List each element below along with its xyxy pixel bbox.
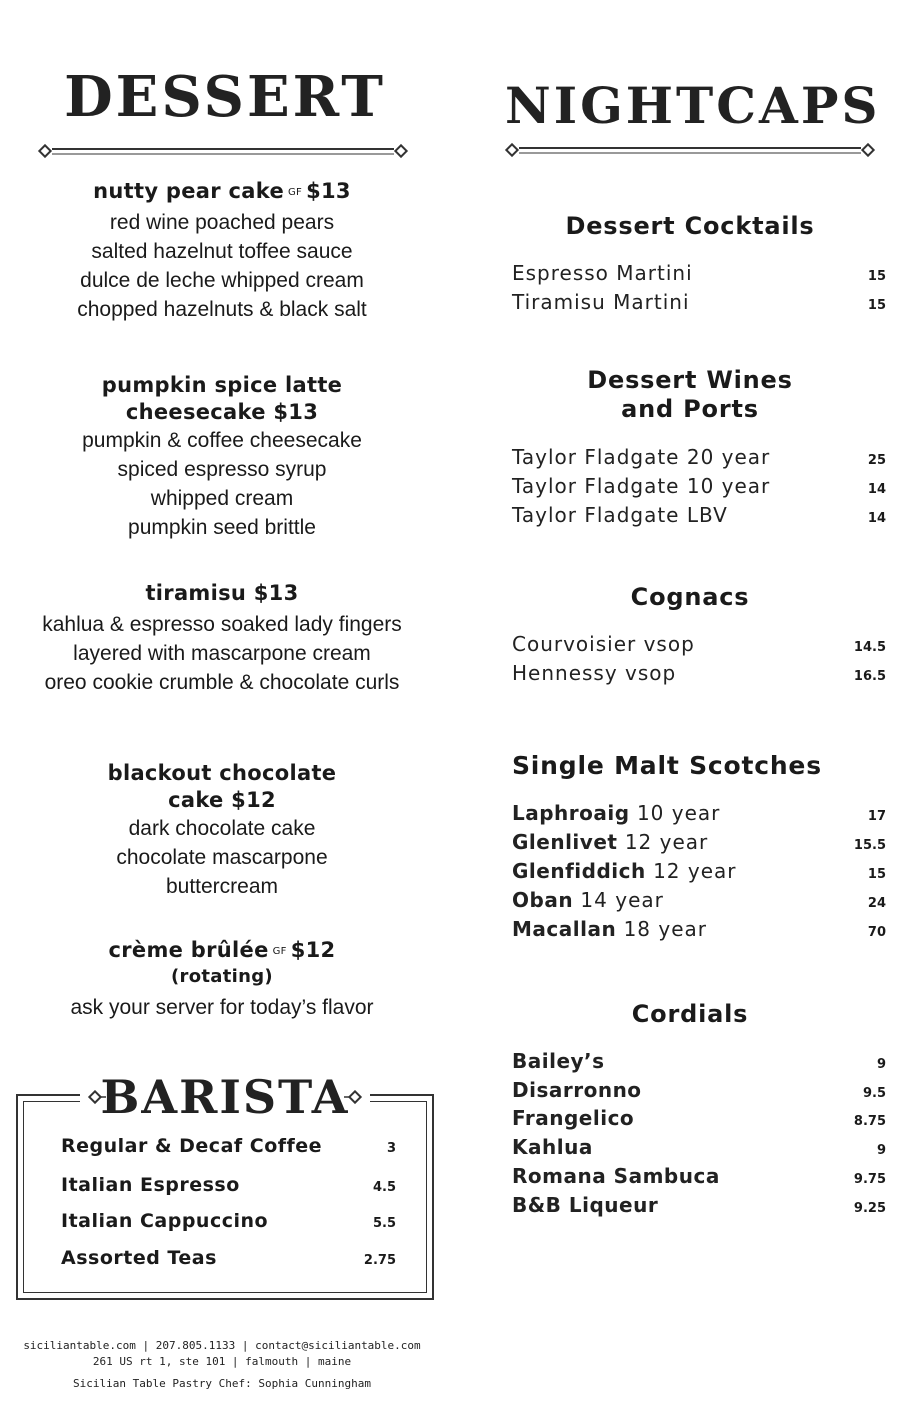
nightcap-item-name	[512, 1078, 642, 1102]
barista-item-name: Italian Espresso	[61, 1174, 240, 1196]
barista-item-price: 4.5	[372, 1180, 396, 1195]
barista-item	[61, 1210, 396, 1232]
section-heading-single-malt-scotches: Single Malt Scotches	[512, 751, 822, 780]
nightcap-item	[512, 917, 886, 941]
nightcap-item-price: 9.25	[853, 1201, 886, 1216]
dish-name-text: crème brûlée	[108, 938, 269, 962]
barista-item-name: Assorted Teas	[61, 1247, 217, 1269]
dish-description-line: ask your server for today’s flavor	[70, 995, 374, 1019]
nightcap-item	[512, 261, 886, 285]
section-heading-cognacs: Cognacs	[630, 583, 750, 611]
nightcap-item-price: 16.5	[853, 669, 886, 684]
nightcap-item	[512, 632, 886, 656]
scotch-brand: Laphroaig	[512, 801, 630, 825]
barista-left-diamond-icon	[86, 1090, 106, 1106]
nightcap-item-name: Tiramisu Martini	[512, 290, 690, 314]
nightcap-item-price: 9	[876, 1143, 886, 1158]
dish-description-line: pumpkin & coffee cheesecake	[82, 429, 362, 452]
barista-item-price: 2.75	[363, 1253, 396, 1268]
nightcap-item-price: 14.5	[853, 640, 886, 655]
dish-description-line: chopped hazelnuts & black salt	[77, 297, 367, 321]
dish-description-line: spiced espresso syrup	[117, 458, 327, 481]
nightcap-item-name: Taylor Fladgate LBV	[512, 503, 728, 527]
dish-description-line: red wine poached pears	[109, 210, 335, 234]
gluten-free-badge: GF	[288, 186, 303, 198]
nightcap-item-price: 8.75	[853, 1114, 886, 1129]
dish-description-line: buttercream	[165, 875, 279, 898]
cordial-name: Disarronno	[512, 1078, 642, 1102]
dish-description-line: pumpkin seed brittle	[128, 516, 316, 539]
dessert-item-blackout-chocolate-cake	[20, 760, 424, 901]
barista-title: BARISTA	[100, 1070, 350, 1124]
barista-item-price: 3	[386, 1141, 396, 1156]
nightcap-item-name	[512, 830, 708, 854]
scotch-brand: Glenlivet	[512, 830, 618, 854]
nightcap-item	[512, 830, 886, 854]
dish-description-line: oreo cookie crumble & chocolate curls	[44, 671, 400, 694]
dish-description-line: dark chocolate cake	[128, 817, 316, 840]
dish-name: tiramisu $13	[145, 581, 299, 605]
nightcap-item-name	[512, 801, 720, 825]
nightcap-item	[512, 1135, 886, 1159]
nightcap-item-price: 25	[867, 453, 886, 468]
nightcap-item-price: 14	[867, 511, 886, 526]
dessert-item-tiramisu	[20, 580, 424, 697]
section-heading-dessert-wines: Dessert Wines	[587, 366, 793, 394]
nightcap-item-price: 9.5	[862, 1086, 886, 1101]
footer-address: 261 US rt 1, ste 101 | falmouth | maine	[92, 1355, 352, 1368]
dessert-divider-ornament	[36, 142, 410, 162]
nightcap-item-price: 14	[867, 482, 886, 497]
nightcap-item-price: 15.5	[853, 838, 886, 853]
gluten-free-badge: GF	[272, 945, 287, 957]
nightcap-item-name: Taylor Fladgate 10 year	[512, 474, 771, 498]
barista-item	[61, 1247, 396, 1269]
nightcap-item	[512, 859, 886, 883]
barista-item-price: 5.5	[372, 1216, 396, 1231]
dessert-item-pumpkin-cheesecake	[20, 372, 424, 542]
nightcap-item-price: 70	[867, 925, 886, 940]
barista-item-name: Italian Cappuccino	[61, 1210, 269, 1232]
nightcaps-divider-ornament	[503, 141, 877, 161]
dish-description-line: chocolate mascarpone	[116, 846, 328, 869]
scotch-age: 18 year	[623, 917, 707, 941]
dessert-title: DESSERT	[64, 64, 386, 130]
dish-price: $12	[290, 938, 336, 962]
nightcap-item	[512, 1106, 886, 1130]
nightcap-item-name: Taylor Fladgate 20 year	[512, 445, 771, 469]
dessert-item-creme-brulee	[20, 937, 424, 1022]
footer-chef-credit: Sicilian Table Pastry Chef: Sophia Cunningham	[72, 1377, 371, 1390]
dish-description-line: salted hazelnut toffee sauce	[91, 239, 353, 263]
scotch-age: 12 year	[653, 859, 737, 883]
nightcap-item-price: 24	[867, 896, 886, 911]
nightcap-item	[512, 888, 886, 912]
nightcap-item-name	[512, 1164, 720, 1188]
dish-name: cheesecake $13	[125, 400, 319, 424]
nightcap-item	[512, 801, 886, 825]
barista-item	[61, 1135, 396, 1157]
nightcap-item	[512, 445, 886, 469]
nightcap-item-name	[512, 1193, 658, 1217]
cordial-name: Romana Sambuca	[512, 1164, 720, 1188]
section-heading-cordials: Cordials	[631, 1000, 749, 1028]
nightcap-item-name	[512, 1135, 593, 1159]
dessert-item-nutty-pear-cake	[20, 178, 424, 324]
nightcap-item-price: 9	[876, 1057, 886, 1072]
cordial-name: Frangelico	[512, 1106, 635, 1130]
nightcap-item-name: Hennessy vsop	[512, 661, 677, 685]
nightcap-item-price: 9.75	[853, 1172, 886, 1187]
barista-title-wrap	[80, 1068, 370, 1128]
dish-description-line: kahlua & espresso soaked lady fingers	[42, 613, 402, 636]
section-heading-dessert-cocktails: Dessert Cocktails	[565, 212, 815, 240]
nightcap-item-price: 15	[867, 867, 886, 882]
dish-name-text: nutty pear cake	[93, 179, 284, 203]
scotch-brand: Macallan	[512, 917, 617, 941]
barista-item-name: Regular & Decaf Coffee	[61, 1135, 323, 1157]
nightcap-item-price: 17	[867, 809, 886, 824]
cordial-name: B&B Liqueur	[512, 1193, 659, 1217]
nightcap-item-price: 15	[867, 269, 886, 284]
nightcap-item-name	[512, 1106, 634, 1130]
nightcap-item-name	[512, 1049, 605, 1073]
nightcaps-title: NIGHTCAPS	[505, 76, 881, 135]
nightcap-item-name: Espresso Martini	[512, 261, 693, 285]
cordial-name: Kahlua	[512, 1135, 593, 1159]
nightcap-item-price: 15	[867, 298, 886, 313]
dish-price: $13	[306, 179, 351, 203]
dish-subname: (rotating)	[171, 965, 273, 987]
dish-description-line: whipped cream	[150, 487, 294, 510]
cordial-name: Bailey’s	[512, 1049, 605, 1073]
scotch-brand: Oban	[512, 888, 574, 912]
dish-name: pumpkin spice latte	[101, 373, 343, 397]
nightcap-item	[512, 661, 886, 685]
nightcap-item	[512, 503, 886, 527]
dish-description-line: layered with mascarpone cream	[73, 642, 371, 665]
scotch-age: 10 year	[636, 801, 721, 825]
dish-description-line: dulce de leche whipped cream	[80, 268, 364, 292]
section-heading-dessert-wines-line2: and Ports	[621, 395, 759, 423]
nightcap-item	[512, 1164, 886, 1188]
scotch-age: 12 year	[624, 830, 709, 854]
nightcap-item	[512, 290, 886, 314]
nightcap-item-name	[512, 888, 664, 912]
nightcap-item-name	[512, 859, 737, 883]
footer-contact: siciliantable.com | 207.805.1133 | contact@siciliantable.com	[23, 1339, 421, 1352]
dish-name: cake $12	[168, 788, 276, 812]
dish-name	[20, 178, 424, 206]
nightcap-item	[512, 1078, 886, 1102]
scotch-age: 14 year	[580, 888, 664, 912]
nightcap-item	[512, 1193, 886, 1217]
nightcap-item	[512, 1049, 886, 1073]
nightcap-item	[512, 474, 886, 498]
barista-right-diamond-icon	[344, 1090, 364, 1106]
nightcap-item-name	[512, 917, 707, 941]
dish-name	[20, 937, 424, 965]
barista-item	[61, 1174, 396, 1196]
nightcap-item-name: Courvoisier vsop	[512, 632, 695, 656]
dish-name: blackout chocolate	[107, 761, 337, 785]
scotch-brand: Glenfiddich	[512, 859, 646, 883]
